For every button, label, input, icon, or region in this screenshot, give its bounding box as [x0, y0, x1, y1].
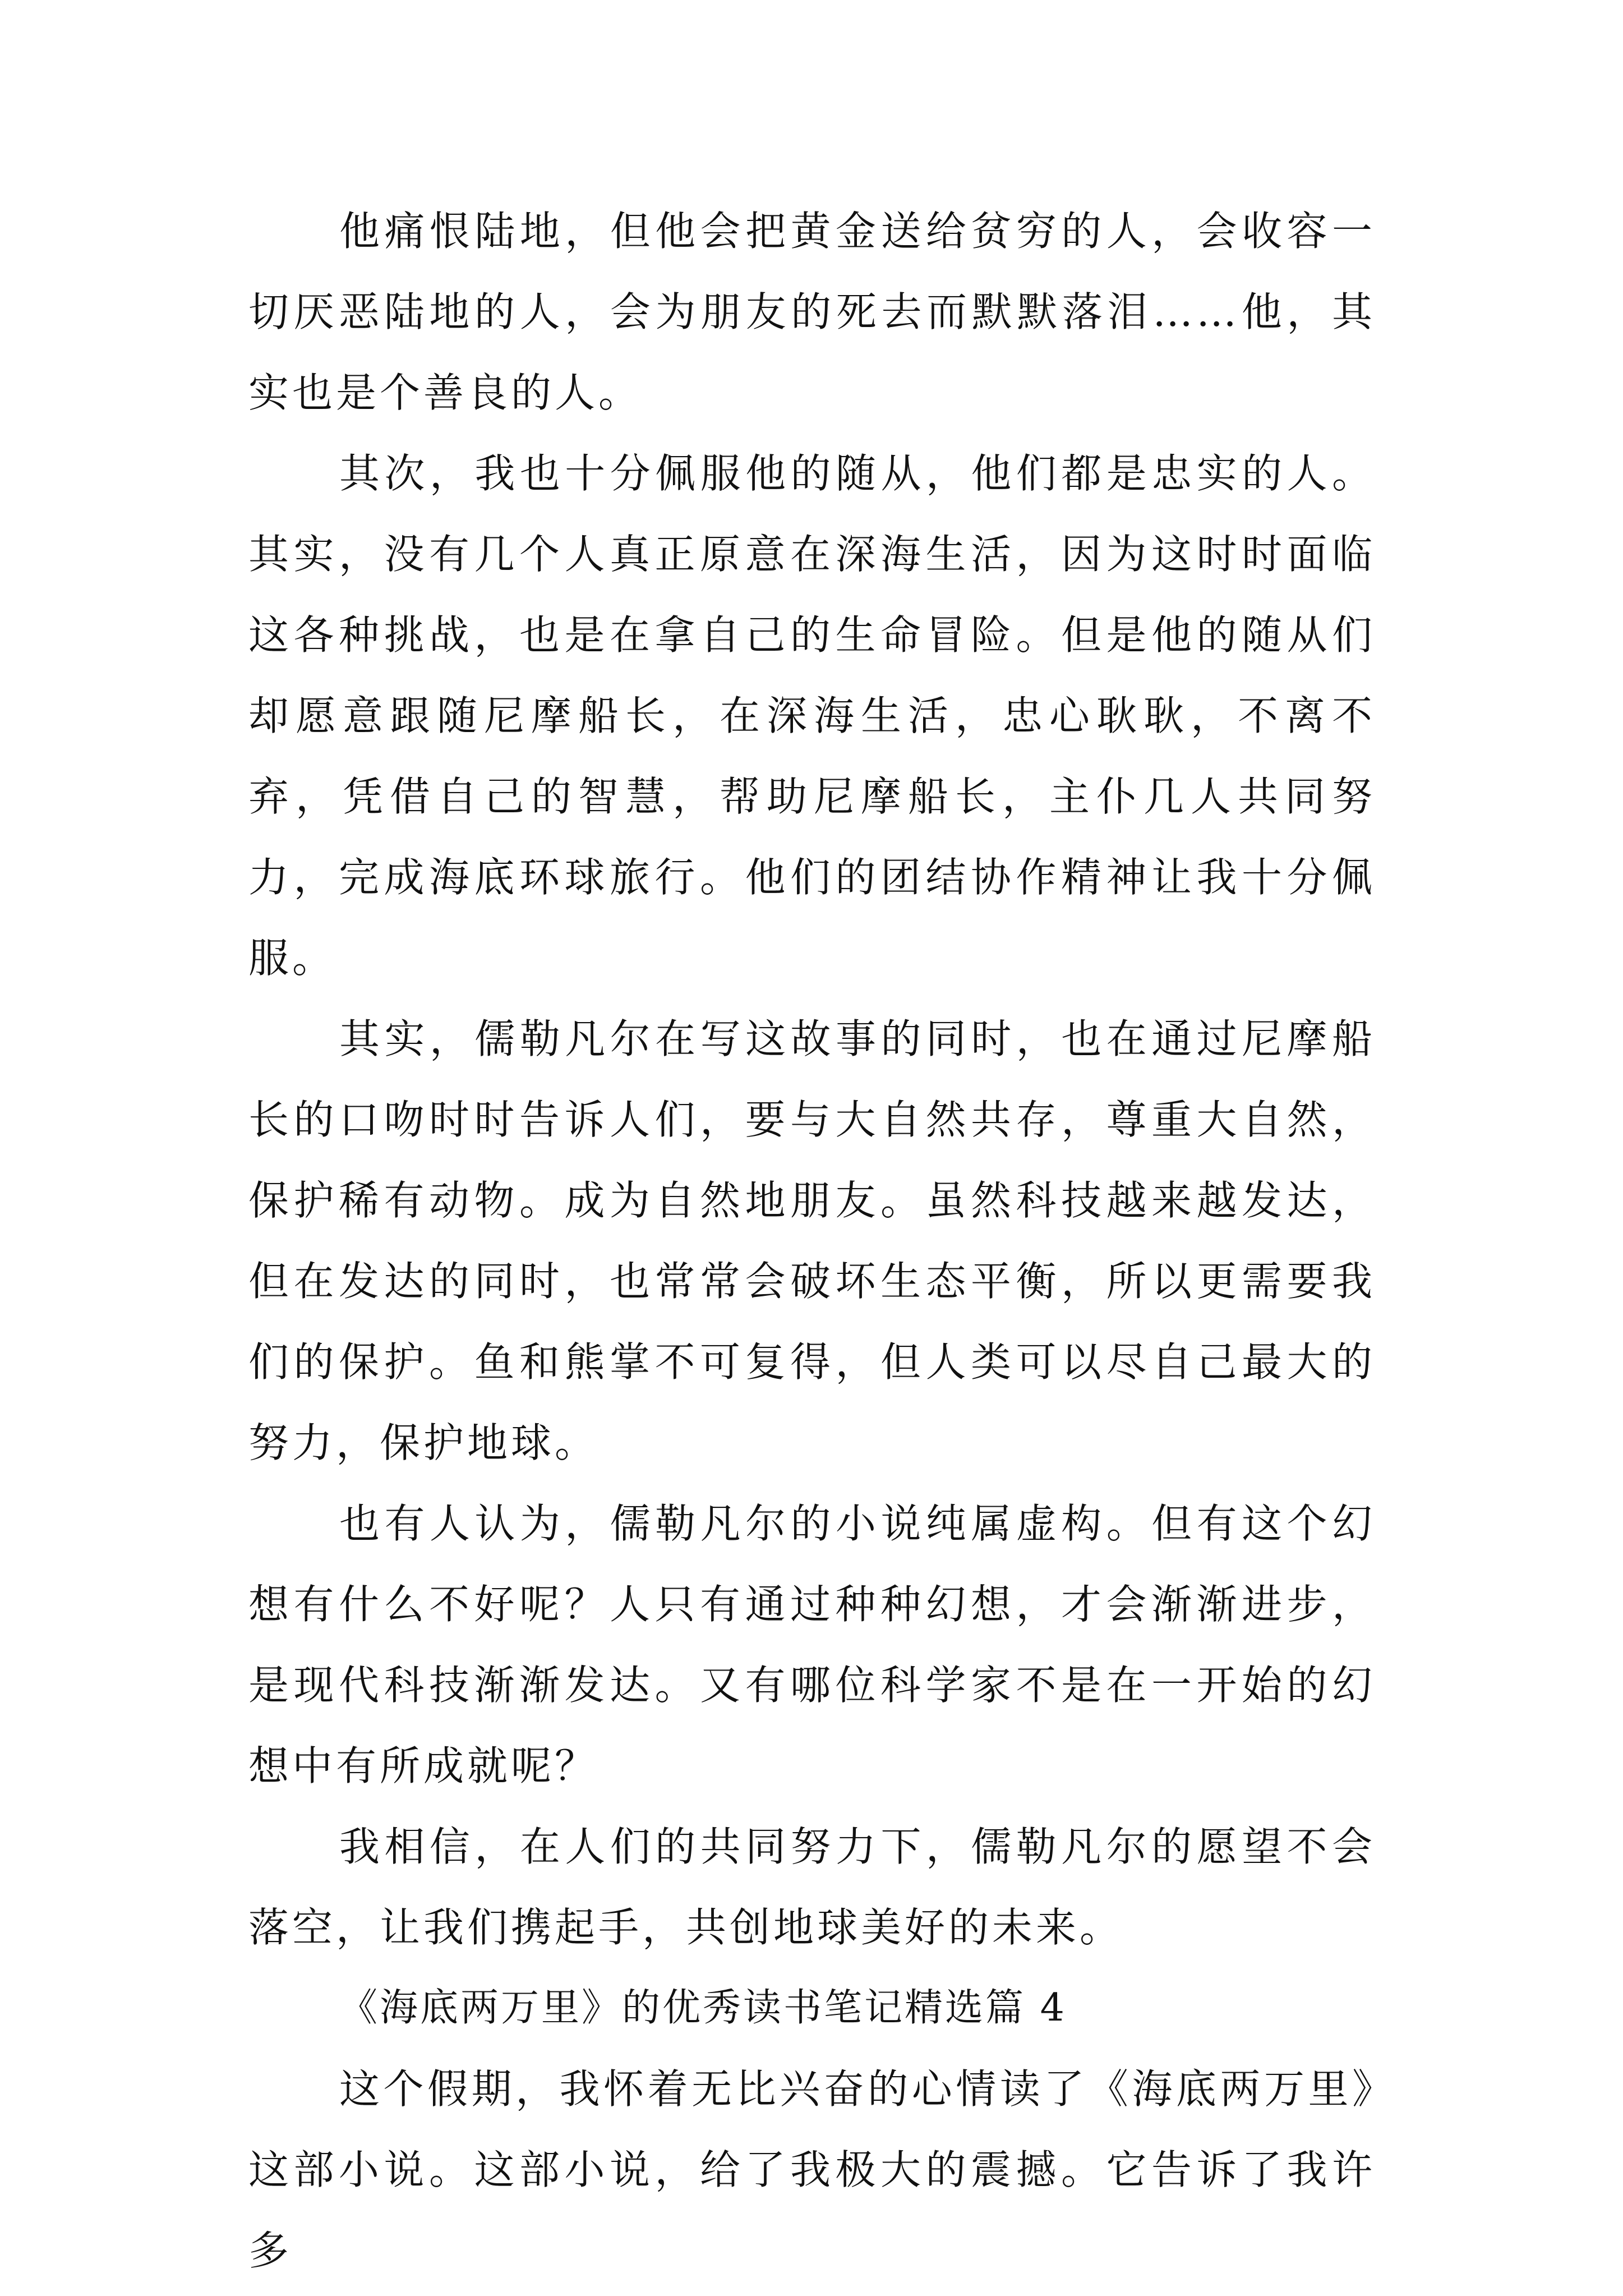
document-body — [248, 191, 1376, 2291]
paragraph-1: 他痛恨陆地，但他会把黄金送给贫穷的人，会收容一切厌恶陆地的人，会为朋友的死去而默默落泪……他，其实也是个善良的人。 — [248, 208, 1376, 416]
paragraph-2: 其次，我也十分佩服他的随从，他们都是忠实的人。其实，没有几个人真正原意在深海生活，因为这时时面临这各种挑战，也是在拿自己的生命冒险。但是他的随从们却愿意跟随尼摩船长，在深海生活，忠心耿耿，不离不弃，凭借自己的智慧，帮助尼摩船长，主仆几人共同努力，完成海底环球旅行。他们的团结协作精神让我十分佩服。 — [248, 450, 1376, 982]
paragraph-3: 其实，儒勒凡尔在写这故事的同时，也在通过尼摩船长的口吻时时告诉人们，要与大自然共存，尊重大自然，保护稀有动物。成为自然地朋友。虽然科技越来越发达，但在发达的同时，也常常会破坏生态平衡，所以更需要我们的保护。鱼和熊掌不可复得，但人类可以尽自己最大的努力，保护地球。 — [248, 1015, 1376, 1466]
paragraph-4: 也有人认为，儒勒凡尔的小说纯属虚构。但有这个幻想有什么不好呢？人只有通过种种幻想，才会渐渐进步，是现代科技渐渐发达。又有哪位科学家不是在一开始的幻想中有所成就呢？ — [248, 1500, 1376, 1789]
paragraph-5: 我相信，在人们的共同努力下，儒勒凡尔的愿望不会落空，让我们携起手，共创地球美好的未来。 — [248, 1823, 1376, 1951]
paragraph-6: 这个假期，我怀着无比兴奋的心情读了《海底两万里》这部小说。这部小说，给了我极大的震撼。它告诉了我许多 — [248, 2065, 1376, 2274]
section-heading: 《海底两万里》的优秀读书笔记精选篇 4 — [339, 1986, 1067, 2030]
